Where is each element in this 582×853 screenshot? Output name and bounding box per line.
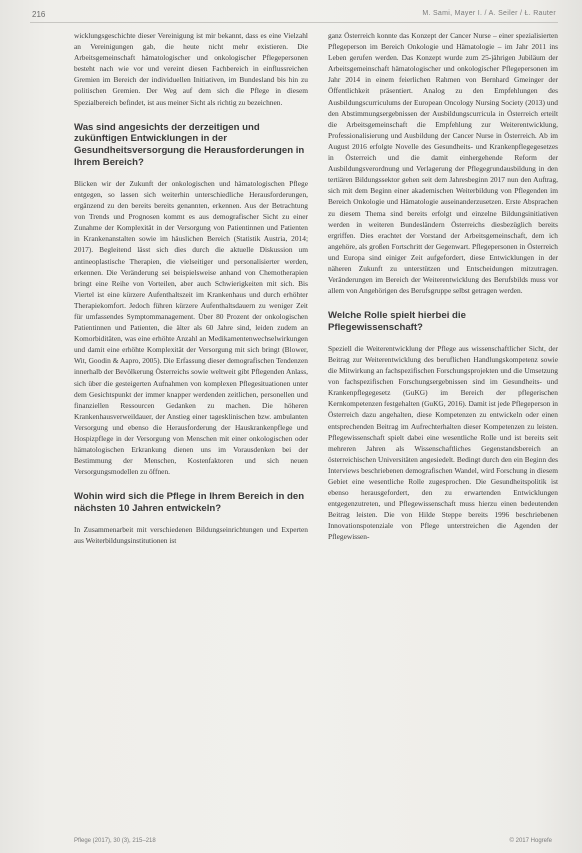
body-paragraph: In Zusammenarbeit mit verschiedenen Bildungseinrichtungen und Experten aus Weiterbildungsinstitutionen ist: [74, 524, 308, 546]
body-paragraph: ganz Österreich konnte das Konzept der Cancer Nurse – einer spezialisierten Pflegeperson im Bereich Onkologie und Hämatologie – im Jahr 2011 ins Leben gerufen werden. Das Konzept wurde zum 25-jährigen Jubiläum der Arbeitsgemeinschaft hämatologischer und onkologischer Pflegepersonen im Jahr 2014 in einem feierlichen Rahmen von Bernhard Gmeinger der Öffentlichkeit präsentiert. Analog zu den Empfehlungen des Ausbildungscurriculums der European Oncology Nursing Society (2013) und den Abstimmungsergebnissen der Ausbildungscurricula in Österreich erteilt die Arbeitsgemeinschaft die Empfehlung zur Weiterentwicklung, Professionalisierung und Ausbildung der Cancer Nurse in Österreich. Ab im August 2016 erfolgte Novelle des Gesundheits- und Krankenpflegegesetzes in Österreich und die damit einhergehende Reform der Ausbildungsverordnung und Verlagerung der Pflegegrundausbildung in den tertiären Bildungssektor gehen seit dem Jahresbeginn 2017 nun den Auftrag, sich mit dem Beginn einer akademischen Weiterbildung von Pflegenden im Bereich Onkologie und Hämatologie auseinanderzusetzen. Erste Absprachen zu diesem Thema sind bereits erfolgt und einzelne Bildungsinitiativen werden in weiteren Bundesländern Österreichs diesbezüglich bereits ergriffen. Dies erachtet der Vorstand der Arbeitsgemeinschaft, dem ich angehöre, als großen Fortschritt der Gegenwart. Pflegepersonen in Österreich und Europa sind einiger Zeit aufgefordert, diese Entwicklungen in der näheren Zukunft zu unterstützen und Entscheidungen mitzutragen. Veränderungen im Bereich der Weiterentwicklung des Berufsbilds muss vor allem von Angehörigen des Berufsgruppe selbst getragen werden.: [328, 31, 558, 296]
page-number: 216: [32, 10, 46, 19]
section-heading: Wohin wird sich die Pflege in Ihrem Bereich in den nächsten 10 Jahren entwickeln?: [74, 491, 305, 515]
running-title: M. Sami, Mayer I. / A. Seiler / Ł. Rauter: [422, 10, 556, 17]
body-paragraph: Speziell die Weiterentwicklung der Pflege aus wissenschaftlicher Sicht, der Beitrag zur Weiterentwicklung des beruflichen Handlungskompetenz sowie die Mitwirkung an fachspezifischen Forschungsprojekten und die Umsetzung von fachspezifischen Forschungsergebnissen sind im Gesundheits- und Krankenpflegegesetz (GuKG) im Bereich der pflegerischen Kernkompetenzen festgehalten (GuKG, 2016). Damit ist jede Pflegeperson in Österreich dazu angehalten, diese Kompetenzen zu entwickeln oder einen entsprechenden Beitrag im Aufrechterhalten dieser Kompetenzen zu leisten. Pflegewissenschaft spielt dabei eine wesentliche Rolle und ist bereits seit mehreren Jahren als Wissenschaftliches Gegenstandsbereich an österreichischen Universitäten angesiedelt. Bedingt durch den ein Beginn des Interviews beschriebenen demografischen Wandel, wird Forschung in diesem Gebiet eine wesentliche Rolle zugesprochen. Die Gesundheitspolitik ist ebenso herausgefordert, den zu erwartenden Entwicklungen entgegenzutreten, und Pflegewissenschaft muss hierzu einen bedeutenden Beitrag leisten. Die von Hilde Steppe bereits 1996 beschriebenen Innovationspotenziale von Pflege unterstreichen die Agenden der Pflegewissen-: [328, 343, 558, 542]
body-paragraph: wicklungsgeschichte dieser Vereinigung ist mir bekannt, dass es eine Vielzahl an Vereinigungen gab, die heute nicht mehr existieren. Die Arbeitsgemeinschaft hämatologischer und onkologischer Pflegepersonen besteht nach wie vor und vereint diesen Fachbereich in einflussreichen Gremien im Bereich der individuellen Initiativen, im Bundesland bis hin zu politischen Gremien. Der Weg auf dem sich die Pflege in diesem Spezialbereich befindet, ist aus meiner Sicht als richtig zu bezeichnen.: [74, 31, 308, 107]
body-paragraph: Blicken wir der Zukunft der onkologischen und hämatologischen Pflege entgegen, so lassen sich weiterhin unterschiedliche Herausforderungen, ergänzend zu den bereits bereits genannten, erkennen. Aus der Betrachtung von Trends und Prognosen kommt es aus demografischer Sicht zu einer Zunahme der Komplexität in der Versorgung von Patientinnen und Patienten in Krankenanstalten sowie im häuslichen Bereich (Statistik Austria, 2014; 2017). Begleitend lässt sich dies durch die aktuelle Diskussion um antineoplastische Therapien, die vielseitiger und personalisierter werden, erkennen. Die Veränderung sei beispielsweise anhand von Chemotherapien bringt eine Reihe von Vorteilen, aber auch Schwierigkeiten mit sich. Bis Viertel ist eine kürzere Aufenthaltszeit im Krankenhaus und durch erhöhter Therapiekomfort. Jedoch führen kürzere Aufenthaltsdauern zu weniger Zeit für umfassendes Symptommanagement. Über 80 Prozent der onkologischen Patientinnen und Patienten, die älter als 60 Jahre sind, leiden zudem an Komorbiditäten, was eine erhöhte Anzahl an Medikamentenwechselwirkungen und damit eine erhöhte Komplexität der Versorgung mit sich bringt (Blower, Wit, Goodin & Aapro, 2005). Die Erfassung dieser demografischen Tendenzen innerhalb der Bevölkerung Österreichs sowie weltweit gibt Pflegenden Anlass, sich über die gesteigerten Aufnahmen von komplexen Pflegesituationen unter dem Gesichtspunkt der immer knapper werdenden zeitlichen, personellen und finanziellen Ressourcen Gedanken zu machen. Die höheren Krankenhausverweildauer, der Anstieg einer tagesklinischen bzw. ambulanten Versorgung und ebenso die Herausforderung der Hauskrankenpflege und Hospizpflege in der Versorgung von Menschen mit einer onkologischen oder hämatologischen Erkrankung dienen uns im Vorausdenken bei der Bestimmung der Menschen, Kostenfaktoren und sich neuen Versorgungsmodellen zu öffnen.: [74, 178, 308, 477]
section-heading: Welche Rolle spielt hierbei die Pflegewissenschaft?: [328, 310, 466, 334]
header-rule: [30, 22, 558, 23]
footer-publisher: © 2017 Hogrefe: [509, 838, 552, 844]
footer-citation: Pflege (2017), 30 (3), 215–218: [74, 838, 156, 844]
section-heading: Was sind angesichts der derzeitigen und zukünftigen Entwicklungen in der Gesundheitsversorgung die Herausforderungen in Ihrem Bereich?: [74, 121, 305, 169]
right-column: [328, 30, 558, 543]
left-column: [74, 30, 308, 546]
